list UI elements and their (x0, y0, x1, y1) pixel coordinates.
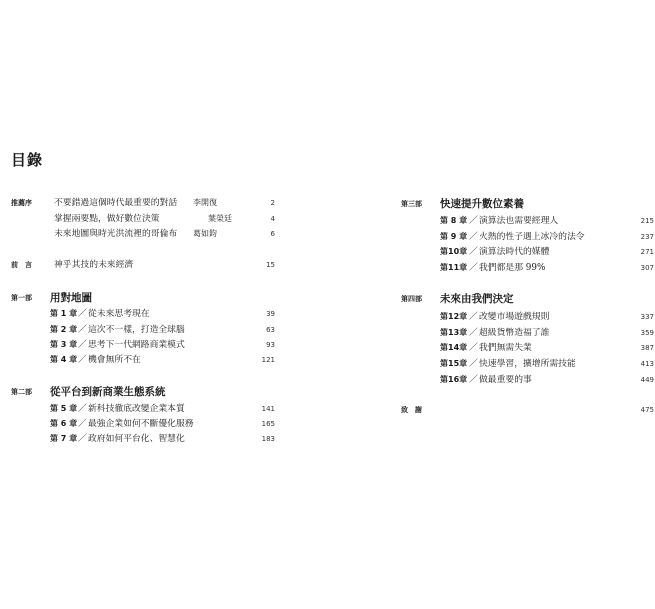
chapter-entry[interactable] (0, 353, 275, 367)
separator: ／ (469, 263, 478, 273)
chapter-number: 第13章 (440, 328, 468, 337)
chapter-entry[interactable] (394, 310, 654, 324)
chapter-number: 第11章 (440, 263, 468, 272)
page-number: 359 (640, 329, 654, 337)
chapter-entry[interactable] (0, 432, 275, 446)
chapter-title: 火熱的性子遇上冰冷的法令 (479, 232, 585, 242)
entry-title: 不要錯過這個時代最重要的對話 (54, 198, 178, 208)
chapter-title: 快速學習，擴增所需技能 (479, 359, 576, 369)
page-number: 475 (640, 406, 654, 414)
entry-title: 未來地圖與時光洪流裡的哥倫布 (54, 229, 178, 239)
chapter-number: 第14章 (440, 343, 468, 352)
chapter-title: 政府如何平台化、智慧化 (88, 434, 185, 444)
chapter-entry[interactable] (0, 338, 275, 352)
separator: ／ (469, 359, 478, 369)
separator: ／ (469, 247, 478, 257)
separator: ／ (78, 340, 87, 350)
page-number: 183 (261, 435, 275, 443)
chapter-number: 第 5 章 (50, 404, 78, 413)
part-title: 用對地圖 (50, 292, 92, 304)
separator: ／ (469, 216, 478, 226)
chapter-title: 做最重要的事 (479, 375, 532, 385)
page-number: 141 (261, 405, 275, 413)
page-number: 93 (266, 341, 275, 349)
page-number: 449 (640, 376, 654, 384)
separator: ／ (78, 309, 87, 319)
part-title: 未來由我們決定 (440, 293, 514, 305)
chapter-entry[interactable] (394, 373, 654, 387)
toc-entry[interactable] (0, 227, 275, 241)
page-number: 39 (266, 310, 275, 318)
section-label: 推薦序 (11, 199, 32, 207)
page-number: 6 (270, 230, 275, 238)
chapter-number: 第12章 (440, 312, 468, 321)
chapter-number: 第 6 章 (50, 419, 78, 428)
page-number: 4 (270, 215, 275, 223)
chapter-entry[interactable] (394, 214, 654, 228)
page-number: 307 (640, 264, 654, 272)
page-number: 121 (261, 356, 275, 364)
separator: ／ (78, 419, 87, 429)
part-label: 第二部 (11, 388, 32, 396)
chapter-title: 新科技徹底改變企業本質 (88, 404, 185, 414)
toc-entry-thanks[interactable] (394, 403, 654, 417)
chapter-title: 從未來思考現在 (88, 309, 150, 319)
entry-author: 葉榮廷 (208, 214, 232, 223)
chapter-title: 演算法也需要經理人 (479, 216, 559, 226)
chapter-number: 第10章 (440, 247, 468, 256)
entry-title: 神乎其技的未來經濟 (54, 260, 134, 270)
chapter-title: 改變市場遊戲規則 (479, 312, 550, 322)
separator: ／ (78, 434, 87, 444)
chapter-number: 第 1 章 (50, 309, 78, 318)
part-heading[interactable] (0, 384, 275, 400)
section-label: 致 謝 (401, 406, 422, 414)
part-label: 第一部 (11, 294, 32, 302)
page-number: 271 (640, 248, 654, 256)
page-number: 387 (640, 344, 654, 352)
chapter-entry[interactable] (0, 307, 275, 321)
entry-author: 葛如鈞 (193, 229, 217, 238)
part-title: 從平台到新商業生態系統 (50, 386, 166, 398)
part-label: 第三部 (401, 200, 422, 208)
chapter-title: 超級貨幣造福了誰 (479, 328, 550, 338)
section-label: 前 言 (11, 261, 32, 269)
entry-author: 李開復 (193, 198, 217, 207)
separator: ／ (469, 232, 478, 242)
chapter-number: 第 8 章 (440, 216, 468, 225)
separator: ／ (469, 312, 478, 322)
separator: ／ (78, 325, 87, 335)
page-number: 215 (640, 217, 654, 225)
chapter-number: 第 3 章 (50, 340, 78, 349)
chapter-entry[interactable] (0, 402, 275, 416)
page-title: 目錄 (11, 151, 44, 169)
separator: ／ (78, 404, 87, 414)
page-number: 237 (640, 233, 654, 241)
chapter-number: 第15章 (440, 359, 468, 368)
chapter-title: 思考下一代網路商業模式 (88, 340, 185, 350)
chapter-entry[interactable] (394, 326, 654, 340)
toc-entry[interactable] (0, 196, 275, 210)
chapter-number: 第 2 章 (50, 325, 78, 334)
chapter-entry[interactable] (0, 323, 275, 337)
separator: ／ (469, 328, 478, 338)
chapter-entry[interactable] (394, 261, 654, 275)
page-number: 63 (266, 326, 275, 334)
chapter-number: 第 4 章 (50, 355, 78, 364)
chapter-title: 我們都是那 99% (479, 263, 546, 273)
chapter-title: 我們無需失業 (479, 343, 532, 353)
part-heading[interactable] (0, 290, 275, 306)
chapter-number: 第 9 章 (440, 232, 468, 241)
chapter-number: 第16章 (440, 375, 468, 384)
part-title: 快速提升數位素養 (440, 198, 524, 210)
toc-entry[interactable] (0, 212, 275, 226)
separator: ／ (469, 375, 478, 385)
chapter-title: 機會無所不在 (88, 355, 141, 365)
chapter-entry[interactable] (394, 341, 654, 355)
page-number: 413 (640, 360, 654, 368)
part-heading[interactable] (394, 291, 654, 307)
page-number: 15 (266, 261, 275, 269)
part-label: 第四部 (401, 295, 422, 303)
entry-title: 掌握兩要點，做好數位決策 (54, 214, 160, 224)
chapter-entry[interactable] (394, 357, 654, 371)
page-number: 337 (640, 313, 654, 321)
toc-entry-preface[interactable] (0, 258, 275, 272)
separator: ／ (78, 355, 87, 365)
chapter-title: 這次不一樣，打造全球腦 (88, 325, 185, 335)
chapter-entry[interactable] (0, 417, 275, 431)
chapter-number: 第 7 章 (50, 434, 78, 443)
chapter-title: 最強企業如何不斷優化服務 (88, 419, 194, 429)
chapter-entry[interactable] (394, 230, 654, 244)
chapter-title: 演算法時代的媒體 (479, 247, 550, 257)
page-number: 2 (270, 199, 275, 207)
separator: ／ (469, 343, 478, 353)
part-heading[interactable] (394, 196, 654, 212)
chapter-entry[interactable] (394, 245, 654, 259)
page-number: 165 (261, 420, 275, 428)
